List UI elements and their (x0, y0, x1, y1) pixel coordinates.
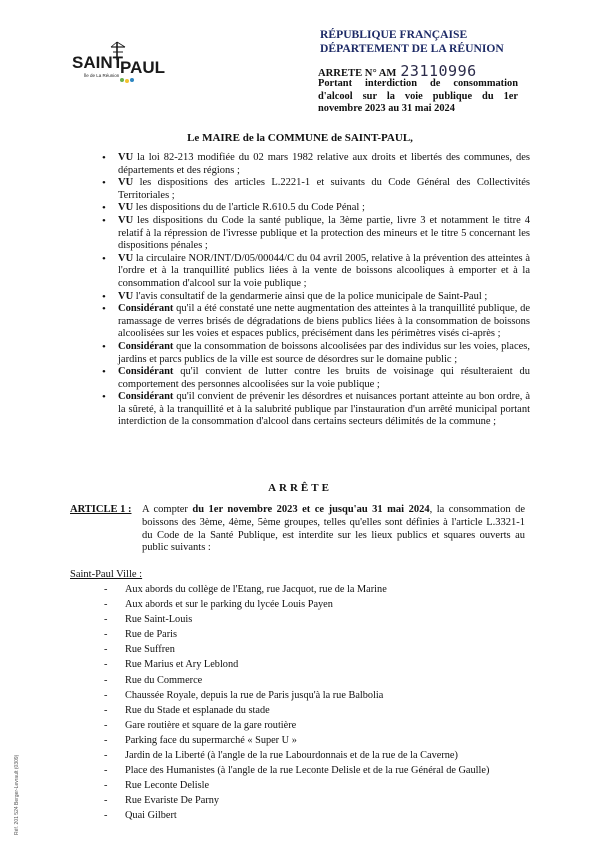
place-item: - Rue Saint-Louis (104, 612, 534, 627)
saint-paul-ville-title: Saint-Paul Ville : (70, 569, 143, 580)
logo-subtitle: Île de La Réunion (84, 73, 120, 78)
considerant-item: • VU les dispositions des articles L.2221-1 et suivants du Code Général des Collectivités Territoriales ; (100, 177, 530, 202)
place-item: - Rue Leconte Delisle (104, 778, 534, 793)
place-item: - Quai Gilbert (104, 808, 534, 823)
article-1-dates: du 1er novembre 2023 et ce jusqu'au 31 mai 2024 (192, 504, 430, 515)
logo-text-paul: PAUL (120, 58, 165, 77)
article-1-text: A compter du 1er novembre 2023 et ce jusqu'au 31 mai 2024, la consommation de boissons des 3ème, 4ème, 5ème groupes, telles qu'elles sont définies à l'article L.3321-1 du Code de la Santé Publique, est interdite sur les lieux publics et squares ouverts au public suivants : (142, 504, 525, 554)
place-item: - Aux abords du collège de l'Etang, rue Jacquot, rue de la Marine (104, 582, 534, 597)
considerant-item: • Considérant qu'il convient de prévenir les désordres et nuisances portant atteinte au bon ordre, à la sûreté, à la tranquillité et à la salubrité publique par l'instauration d'un arrêté municipal portant interdiction de la consommation d'alcool dans certains secteurs délimités de la commune ; (100, 391, 530, 429)
considerant-item: • VU l'avis consultatif de la gendarmerie ainsi que de la police municipale de Saint-Paul ; (100, 291, 530, 304)
place-item: - Parking face du supermarché « Super U » (104, 733, 534, 748)
place-item: - Gare routière et square de la gare routière (104, 718, 534, 733)
place-item: - Chaussée Royale, depuis la rue de Paris jusqu'à la rue Balbolia (104, 688, 534, 703)
considerant-item: • Considérant qu'il convient de lutter contre les bruits de voisinage qui résulteraient du comportement des personnes alcoolisées sur la voie publique ; (100, 366, 530, 391)
article-1-label: ARTICLE 1 : (70, 504, 132, 515)
republique-francaise: RÉPUBLIQUE FRANÇAISE (320, 28, 468, 41)
considerant-item: • Considérant que la consommation de boissons alcoolisées par des individus sur les voies, places, jardins et parcs publics de la ville est source de désordres sur le domaine public ; (100, 341, 530, 366)
place-item: - Jardin de la Liberté (à l'angle de la rue Labourdonnais et de la rue de la Caverne) (104, 748, 534, 763)
place-item: - Aux abords et sur le parking du lycée Louis Payen (104, 597, 534, 612)
arrete-title: ARRÊTE (268, 482, 332, 494)
maire-heading: Le MAIRE de la COMMUNE de SAINT-PAUL, (187, 132, 413, 144)
place-item: - Rue Evariste De Parny (104, 793, 534, 808)
considerant-item: • VU la loi 82-213 modifiée du 02 mars 1982 relative aux droits et libertés des communes, des départements et des régions ; (100, 152, 530, 177)
saint-paul-logo (70, 38, 165, 90)
considerant-item: • Considérant qu'il a été constaté une nette augmentation des atteintes à la tranquillité publique, de ramassage de verres brisés de dégradations de biens publics liées à la consommation de boissons alcoolisées sur les voies et espaces publics, précisément dans les périmètres visés ci-après ; (100, 303, 530, 341)
arrete-subject: Portant interdiction de consommation d'alcool sur la voie publique du 1er novembre 2023 au 31 mai 2024 (318, 78, 518, 114)
logo-text-saint: SAINT (72, 53, 123, 72)
place-item: - Place des Humanistes (à l'angle de la rue Leconte Delisle et de la rue Général de Gaulle) (104, 763, 534, 778)
considerant-item: • VU les dispositions du Code la santé publique, la 3ème partie, livre 3 et notamment le titre 4 relatif à la répression de l'ivresse publique et la protection des mineurs et le titre 5 concernant les dispositions pénales ; (100, 215, 530, 253)
arrete-label: ARRETE N° AM (318, 68, 397, 79)
considerant-item: • VU la circulaire NOR/INT/D/05/00044/C du 04 avril 2005, relative à la prévention des atteintes à l'ordre et à la tranquillité publics liées à la vente de boissons alcooliques à emporter et à la consommation d'alcool sur la voie publique ; (100, 253, 530, 291)
place-item: - Rue Suffren (104, 642, 534, 657)
considerants-list (100, 152, 530, 429)
place-item: - Rue Marius et Ary Leblond (104, 657, 534, 672)
considerant-item: • VU les dispositions du de l'article R.610.5 du Code Pénal ; (100, 202, 530, 215)
header-institution (300, 28, 512, 56)
place-item: - Rue de Paris (104, 627, 534, 642)
places-list (104, 582, 534, 824)
logo-graphic (70, 38, 165, 90)
arrete-number: 23110996 (400, 62, 477, 80)
place-item: - Rue du Commerce (104, 673, 534, 688)
departement-reunion: DÉPARTEMENT DE LA RÉUNION (320, 42, 504, 55)
reference-note: Réf. 201 524 Berger-Levrault (0309) (14, 754, 20, 835)
place-item: - Rue du Stade et esplanade du stade (104, 703, 534, 718)
article-1 (70, 504, 525, 555)
